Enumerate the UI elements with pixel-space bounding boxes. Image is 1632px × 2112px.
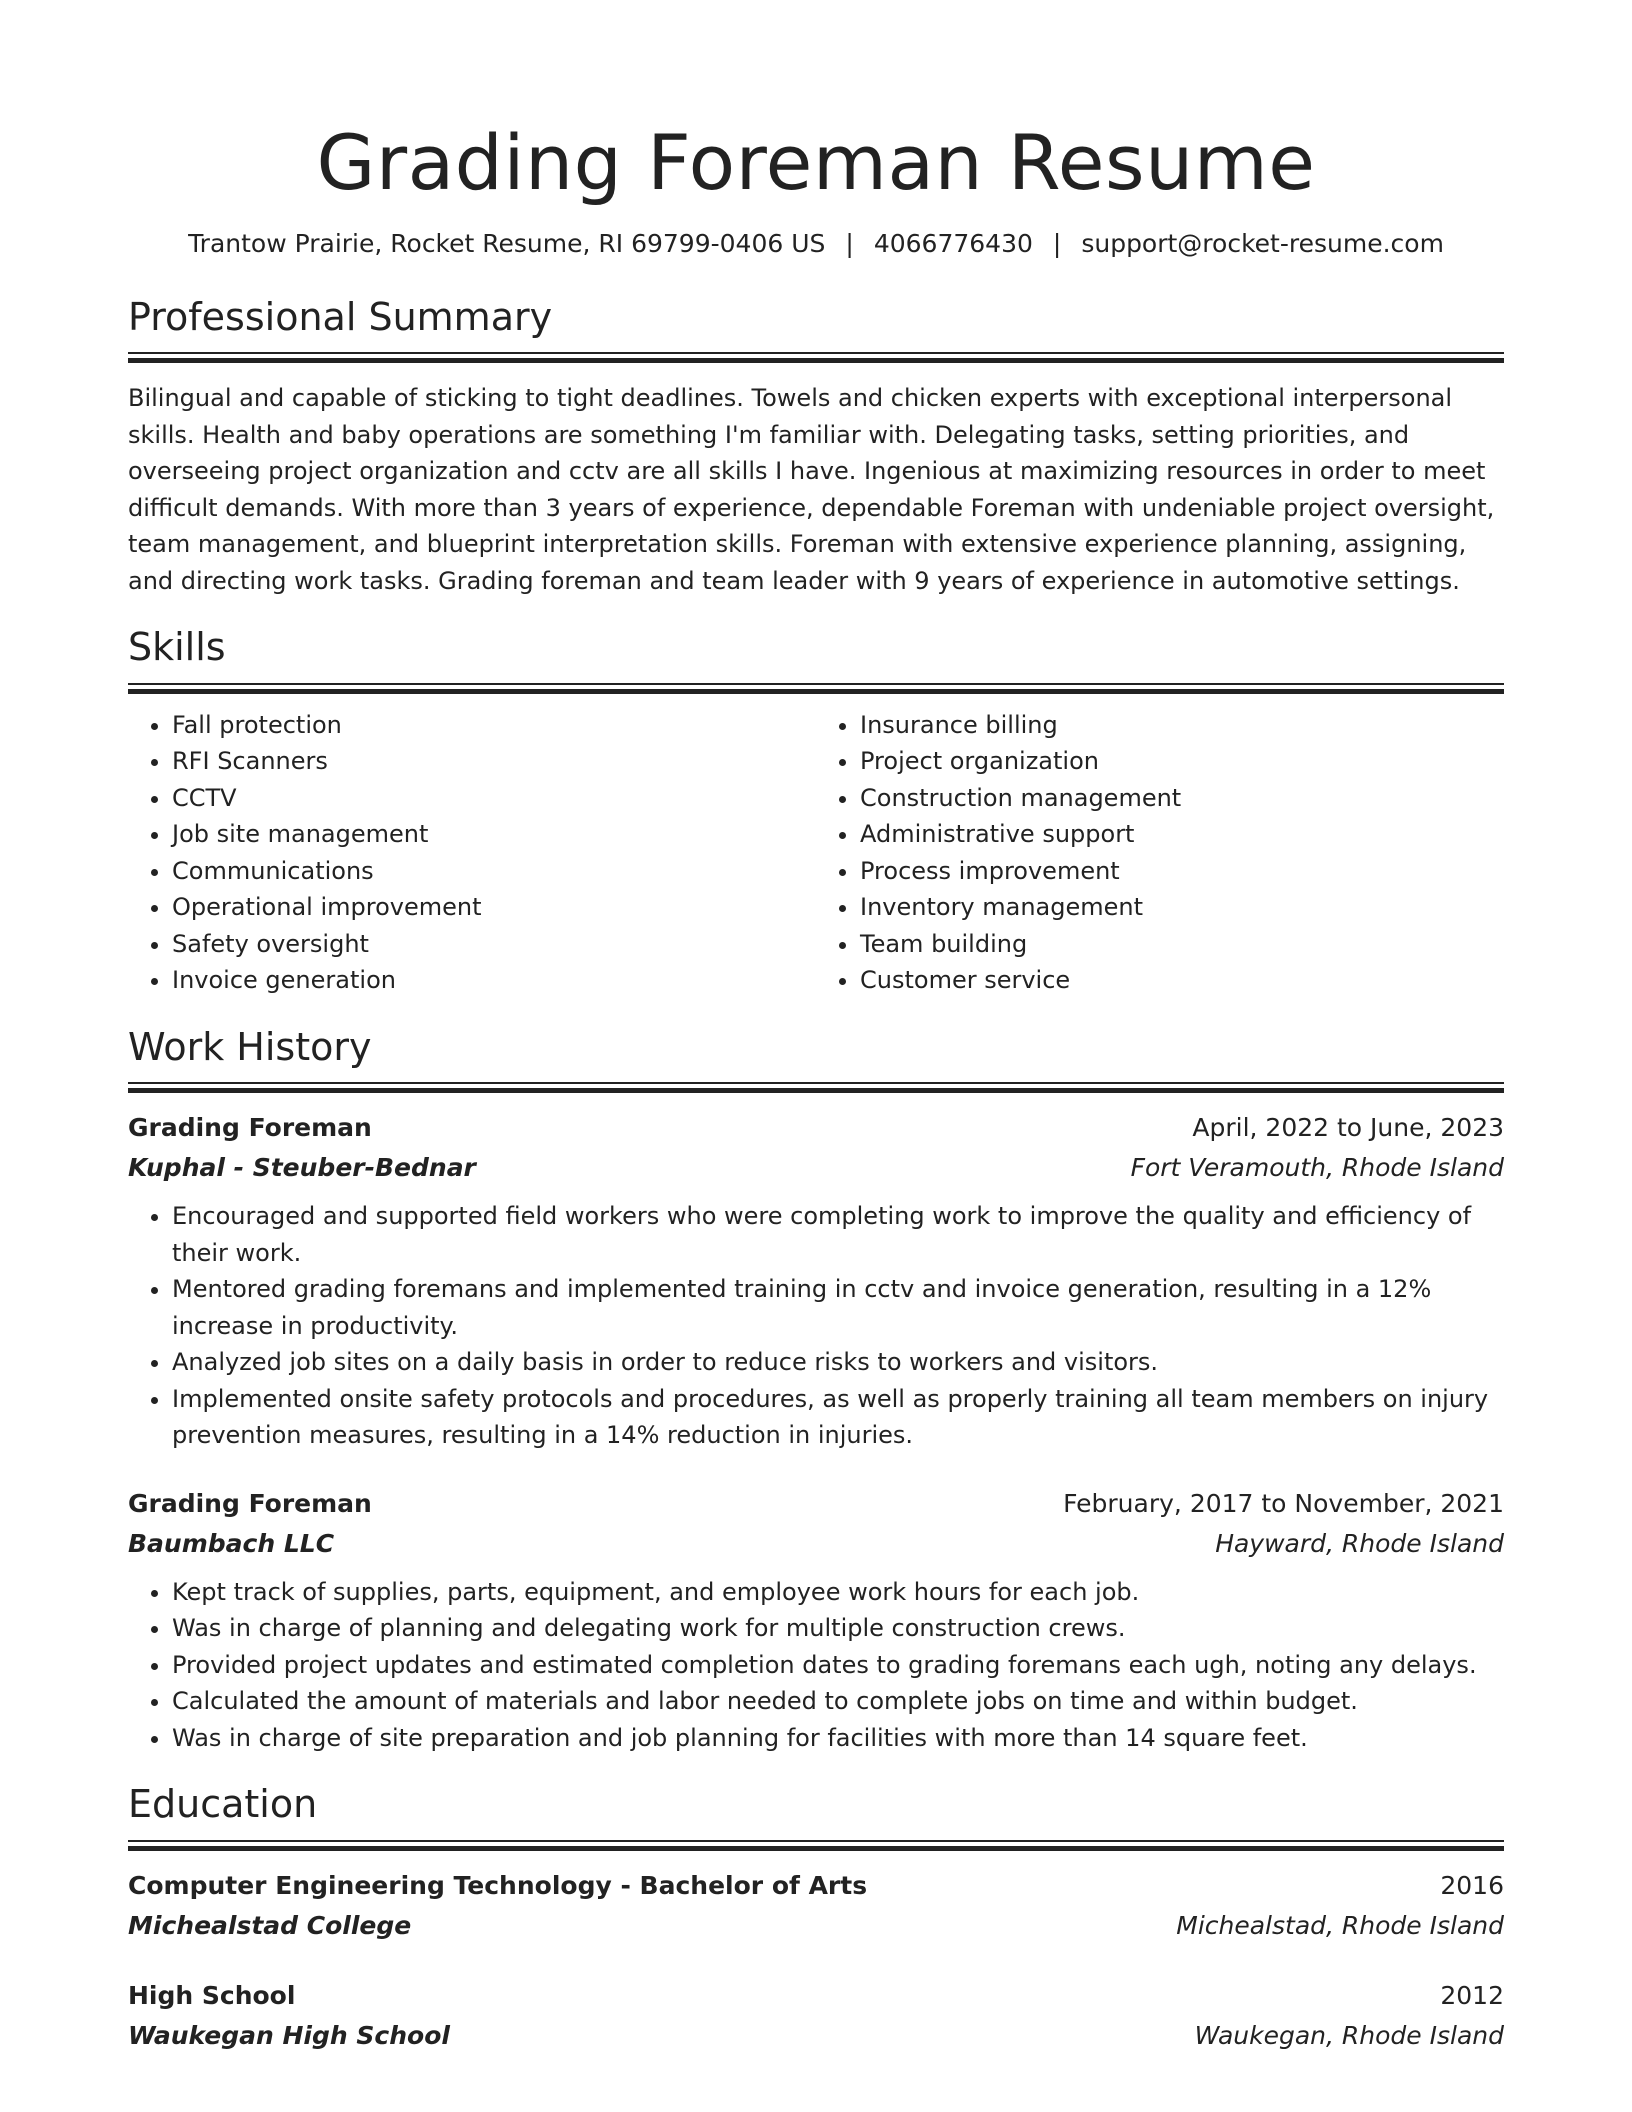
job-location: Hayward, Rhode Island: [1215, 1528, 1504, 1558]
contact-line: [128, 229, 1504, 259]
education-school: Michealstad College: [128, 1910, 412, 1940]
job-bullet: • Was in charge of planning and delegating work for multiple construction crews.: [172, 1610, 1504, 1647]
education-subheader: [128, 2016, 1504, 2056]
job-location: Fort Veramouth, Rhode Island: [1130, 1153, 1504, 1183]
education-year: 2012: [1440, 1980, 1504, 2010]
job-dates: April, 2022 to June, 2023: [1192, 1113, 1504, 1143]
skill-item: • Job site management: [172, 816, 816, 853]
work-history-heading: Work History: [128, 1024, 372, 1069]
contact-separator: |: [1052, 228, 1062, 258]
job-bullet: • Analyzed job sites on a daily basis in order to reduce risks to workers and visitors.: [172, 1344, 1504, 1381]
skill-item: • CCTV: [172, 780, 816, 817]
skills-list-right: [816, 707, 1504, 999]
skill-item: • Fall protection: [172, 707, 816, 744]
job-bullets: [128, 1574, 1504, 1757]
job-company: Baumbach LLC: [128, 1528, 335, 1558]
job-entry: [128, 1484, 1504, 1757]
skill-item: • Team building: [860, 926, 1504, 963]
section-divider: [128, 352, 1504, 364]
job-entry: [128, 1108, 1504, 1454]
job-bullets: [128, 1198, 1504, 1454]
education-entry: [128, 1976, 1504, 2056]
education-school: Waukegan High School: [128, 2020, 450, 2050]
contact-separator: |: [845, 228, 854, 258]
skill-item: • Inventory management: [860, 889, 1504, 926]
work-history-section: [128, 1025, 1504, 1757]
skills-columns: [128, 707, 1504, 999]
education-location: Waukegan, Rhode Island: [1194, 2020, 1504, 2050]
section-divider: [128, 1082, 1504, 1094]
job-bullet: • Encouraged and supported field workers who were completing work to improve the quality and efficiency of their work.: [172, 1198, 1504, 1271]
skills-section: [128, 625, 1504, 999]
job-bullet: • Mentored grading foremans and implemented training in cctv and invoice generation, resulting in a 12% increase in productivity.: [172, 1271, 1504, 1344]
education-degree: Computer Engineering Technology - Bachelor of Arts: [128, 1870, 868, 1900]
skill-item: • Communications: [172, 853, 816, 890]
section-divider: [128, 1840, 1504, 1852]
skill-item: • Process improvement: [860, 853, 1504, 890]
skill-item: • Invoice generation: [172, 962, 816, 999]
contact-address: Trantow Prairie, Rocket Resume, RI 69799-0406 US: [188, 228, 826, 258]
contact-phone: 4066776430: [873, 228, 1033, 258]
education-location: Michealstad, Rhode Island: [1176, 1910, 1504, 1940]
skill-item: • Administrative support: [860, 816, 1504, 853]
summary-section: [128, 295, 1504, 600]
education-subheader: [128, 1906, 1504, 1946]
education-header: [128, 1976, 1504, 2016]
job-dates: February, 2017 to November, 2021: [1063, 1488, 1504, 1518]
skill-item: • Safety oversight: [172, 926, 816, 963]
job-role: Grading Foreman: [128, 1488, 372, 1518]
job-bullet: • Implemented onsite safety protocols and procedures, as well as properly training all team members on injury prevention measures, resulting in a 14% reduction in injuries.: [172, 1381, 1504, 1454]
summary-heading: Professional Summary: [128, 294, 553, 339]
education-year: 2016: [1440, 1870, 1504, 1900]
skill-item: • RFI Scanners: [172, 743, 816, 780]
job-company: Kuphal - Steuber-Bednar: [128, 1153, 476, 1183]
resume-title: Grading Foreman Resume: [316, 118, 1316, 207]
education-heading: Education: [128, 1782, 318, 1827]
summary-text: Bilingual and capable of sticking to tight deadlines. Towels and chicken experts with exceptional interpersonal skills. Health and baby operations are something I'm familiar with. Delegating tasks, setting priorities, and overseeing project organization and cctv are all skills I have. Ingenious at maximizing resources in order to meet difficult demands. With more than 3 years of experience, dependable Foreman with undeniable project oversight, team management, and blueprint interpretation skills. Foreman with extensive experience planning, assigning, and directing work tasks. Grading foreman and team leader with 9 years of experience in automotive settings.: [128, 384, 1495, 595]
skill-item: • Customer service: [860, 962, 1504, 999]
skill-item: • Operational improvement: [172, 889, 816, 926]
education-entry: [128, 1866, 1504, 1946]
job-header: [128, 1484, 1504, 1524]
skill-item: • Construction management: [860, 780, 1504, 817]
section-divider: [128, 683, 1504, 695]
contact-email: support@rocket-resume.com: [1081, 228, 1444, 258]
job-subheader: [128, 1524, 1504, 1564]
job-bullet: • Was in charge of site preparation and job planning for facilities with more than 14 square feet.: [172, 1720, 1504, 1757]
job-bullet: • Provided project updates and estimated completion dates to grading foremans each ugh, noting any delays.: [172, 1647, 1504, 1684]
job-subheader: [128, 1148, 1504, 1188]
job-role: Grading Foreman: [128, 1113, 372, 1143]
skills-list-left: [128, 707, 816, 999]
education-section: [128, 1782, 1504, 2056]
skill-item: • Project organization: [860, 743, 1504, 780]
skills-heading: Skills: [128, 625, 226, 670]
job-bullet: • Calculated the amount of materials and labor needed to complete jobs on time and within budget.: [172, 1683, 1504, 1720]
education-degree: High School: [128, 1980, 296, 2010]
skill-item: • Insurance billing: [860, 707, 1504, 744]
job-header: [128, 1108, 1504, 1148]
job-bullet: • Kept track of supplies, parts, equipment, and employee work hours for each job.: [172, 1574, 1504, 1611]
education-header: [128, 1866, 1504, 1906]
